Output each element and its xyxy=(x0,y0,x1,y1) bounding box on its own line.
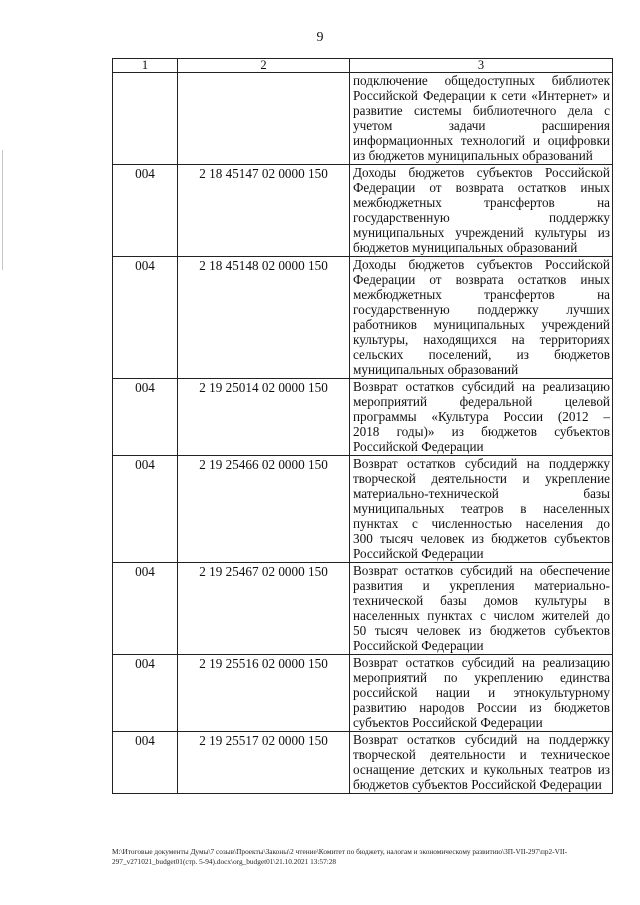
table-row xyxy=(113,456,613,563)
column-header: 2 xyxy=(178,59,350,73)
admin-code-cell: 004 xyxy=(113,563,178,655)
description-line: сельских поселений, из бюджетов xyxy=(353,347,610,362)
description-line: технической базы домов культуры в xyxy=(353,593,610,608)
description-line: населенных пунктах с числом жителей до xyxy=(353,608,610,623)
description-line: информационных технологий и оцифровки xyxy=(353,133,610,148)
page-number: 9 xyxy=(316,30,324,45)
description-line: муниципальных образований xyxy=(353,362,519,377)
admin-code-cell: 004 xyxy=(113,456,178,563)
description-line: Доходы бюджетов субъектов Российской xyxy=(353,165,610,180)
description-line: программы «Культура России (2012 – xyxy=(353,409,610,424)
description-line: подключение общедоступных библиотек xyxy=(353,73,610,88)
column-header: 1 xyxy=(113,59,178,73)
description-line: материально-технической базы xyxy=(353,486,610,501)
description-cell xyxy=(350,257,613,379)
description-line: Российской Федерации xyxy=(353,546,484,561)
description-line: работников муниципальных учреждений xyxy=(353,317,610,332)
description-line: пунктах с численностью населения до xyxy=(353,516,610,531)
table-row xyxy=(113,732,613,794)
document-footer-path: М:\Итоговые документы Думы\7 созыв\Проекты\Законы\2 чтение\Комитет по бюджету, налогам и экономическому развитию\3П-VII-297\пр2-VII-297_v271021_budget01(стр. 5-94).docx\org_budget01\21.10.2021 13:57:28 xyxy=(112,847,568,866)
description-line: Возврат остатков субсидий на обеспечение xyxy=(353,563,610,578)
description-line: межбюджетных трансфертов на xyxy=(353,287,610,302)
description-line: государственную поддержку лучших xyxy=(353,302,610,317)
description-line: оснащение детских и кукольных театров из xyxy=(353,762,610,777)
description-line: российской нации и этнокультурному xyxy=(353,685,610,700)
description-line: развитию народов России из бюджетов xyxy=(353,700,610,715)
description-cell xyxy=(350,655,613,732)
table-row xyxy=(113,73,613,165)
classification-code-cell xyxy=(178,73,350,165)
description-line: творческой деятельности и укрепление xyxy=(353,471,610,486)
admin-code-cell: 004 xyxy=(113,165,178,257)
admin-code-cell: 004 xyxy=(113,379,178,456)
description-line: 2018 годы)» из бюджетов субъектов xyxy=(353,424,610,439)
table-row xyxy=(113,257,613,379)
classification-code-cell: 2 19 25014 02 0000 150 xyxy=(178,379,350,456)
description-line: 300 тысяч человек из бюджетов субъектов xyxy=(353,531,610,546)
description-line: Возврат остатков субсидий на поддержку xyxy=(353,456,610,471)
classification-code-cell: 2 19 25516 02 0000 150 xyxy=(178,655,350,732)
description-line: бюджетов субъектов Российской Федерации xyxy=(353,777,602,792)
classification-code-cell: 2 19 25517 02 0000 150 xyxy=(178,732,350,794)
description-line: Возврат остатков субсидий на реализацию xyxy=(353,379,610,394)
table-row xyxy=(113,655,613,732)
description-line: Возврат остатков субсидий на поддержку xyxy=(353,732,610,747)
table-body xyxy=(113,73,613,794)
classification-code-cell: 2 18 45148 02 0000 150 xyxy=(178,257,350,379)
description-line: межбюджетных трансфертов на xyxy=(353,195,610,210)
description-line: государственную поддержку xyxy=(353,210,610,225)
description-line: 50 тысяч человек из бюджетов субъектов xyxy=(353,623,610,638)
description-line: Доходы бюджетов субъектов Российской xyxy=(353,257,610,272)
description-cell xyxy=(350,563,613,655)
classification-code-cell: 2 18 45147 02 0000 150 xyxy=(178,165,350,257)
description-line: развитие системы библиотечного дела с xyxy=(353,103,610,118)
description-line: творческой деятельности и техническое xyxy=(353,747,610,762)
description-cell xyxy=(350,732,613,794)
description-cell xyxy=(350,73,613,165)
admin-code-cell: 004 xyxy=(113,732,178,794)
description-line: субъектов Российской Федерации xyxy=(353,715,543,730)
description-line: культуры, находящихся на территориях xyxy=(353,332,610,347)
description-line: Российской Федерации xyxy=(353,439,484,454)
description-line: мероприятий по укреплению единства xyxy=(353,670,610,685)
description-line: муниципальных театров в населенных xyxy=(353,501,610,516)
description-line: муниципальных учреждений культуры из xyxy=(353,225,610,240)
scan-margin-mark xyxy=(2,150,3,270)
description-line: Российской Федерации xyxy=(353,638,484,653)
classification-code-cell: 2 19 25467 02 0000 150 xyxy=(178,563,350,655)
description-cell xyxy=(350,165,613,257)
table-header-row xyxy=(113,59,613,73)
description-line: Федерации от возврата остатков иных xyxy=(353,180,610,195)
budget-classification-table xyxy=(112,58,613,794)
description-cell xyxy=(350,456,613,563)
column-header: 3 xyxy=(350,59,613,73)
table-row xyxy=(113,563,613,655)
description-line: учетом задачи расширения xyxy=(353,118,610,133)
description-line: из бюджетов муниципальных образований xyxy=(353,148,593,163)
table-row xyxy=(113,379,613,456)
classification-code-cell: 2 19 25466 02 0000 150 xyxy=(178,456,350,563)
description-line: Российской Федерации к сети «Интернет» и xyxy=(353,88,610,103)
admin-code-cell xyxy=(113,73,178,165)
description-line: развития и укрепления материально- xyxy=(353,578,610,593)
admin-code-cell: 004 xyxy=(113,655,178,732)
description-cell xyxy=(350,379,613,456)
admin-code-cell: 004 xyxy=(113,257,178,379)
table-row xyxy=(113,165,613,257)
description-line: Возврат остатков субсидий на реализацию xyxy=(353,655,610,670)
description-line: мероприятий федеральной целевой xyxy=(353,394,610,409)
description-line: Федерации от возврата остатков иных xyxy=(353,272,610,287)
description-line: бюджетов муниципальных образований xyxy=(353,240,578,255)
